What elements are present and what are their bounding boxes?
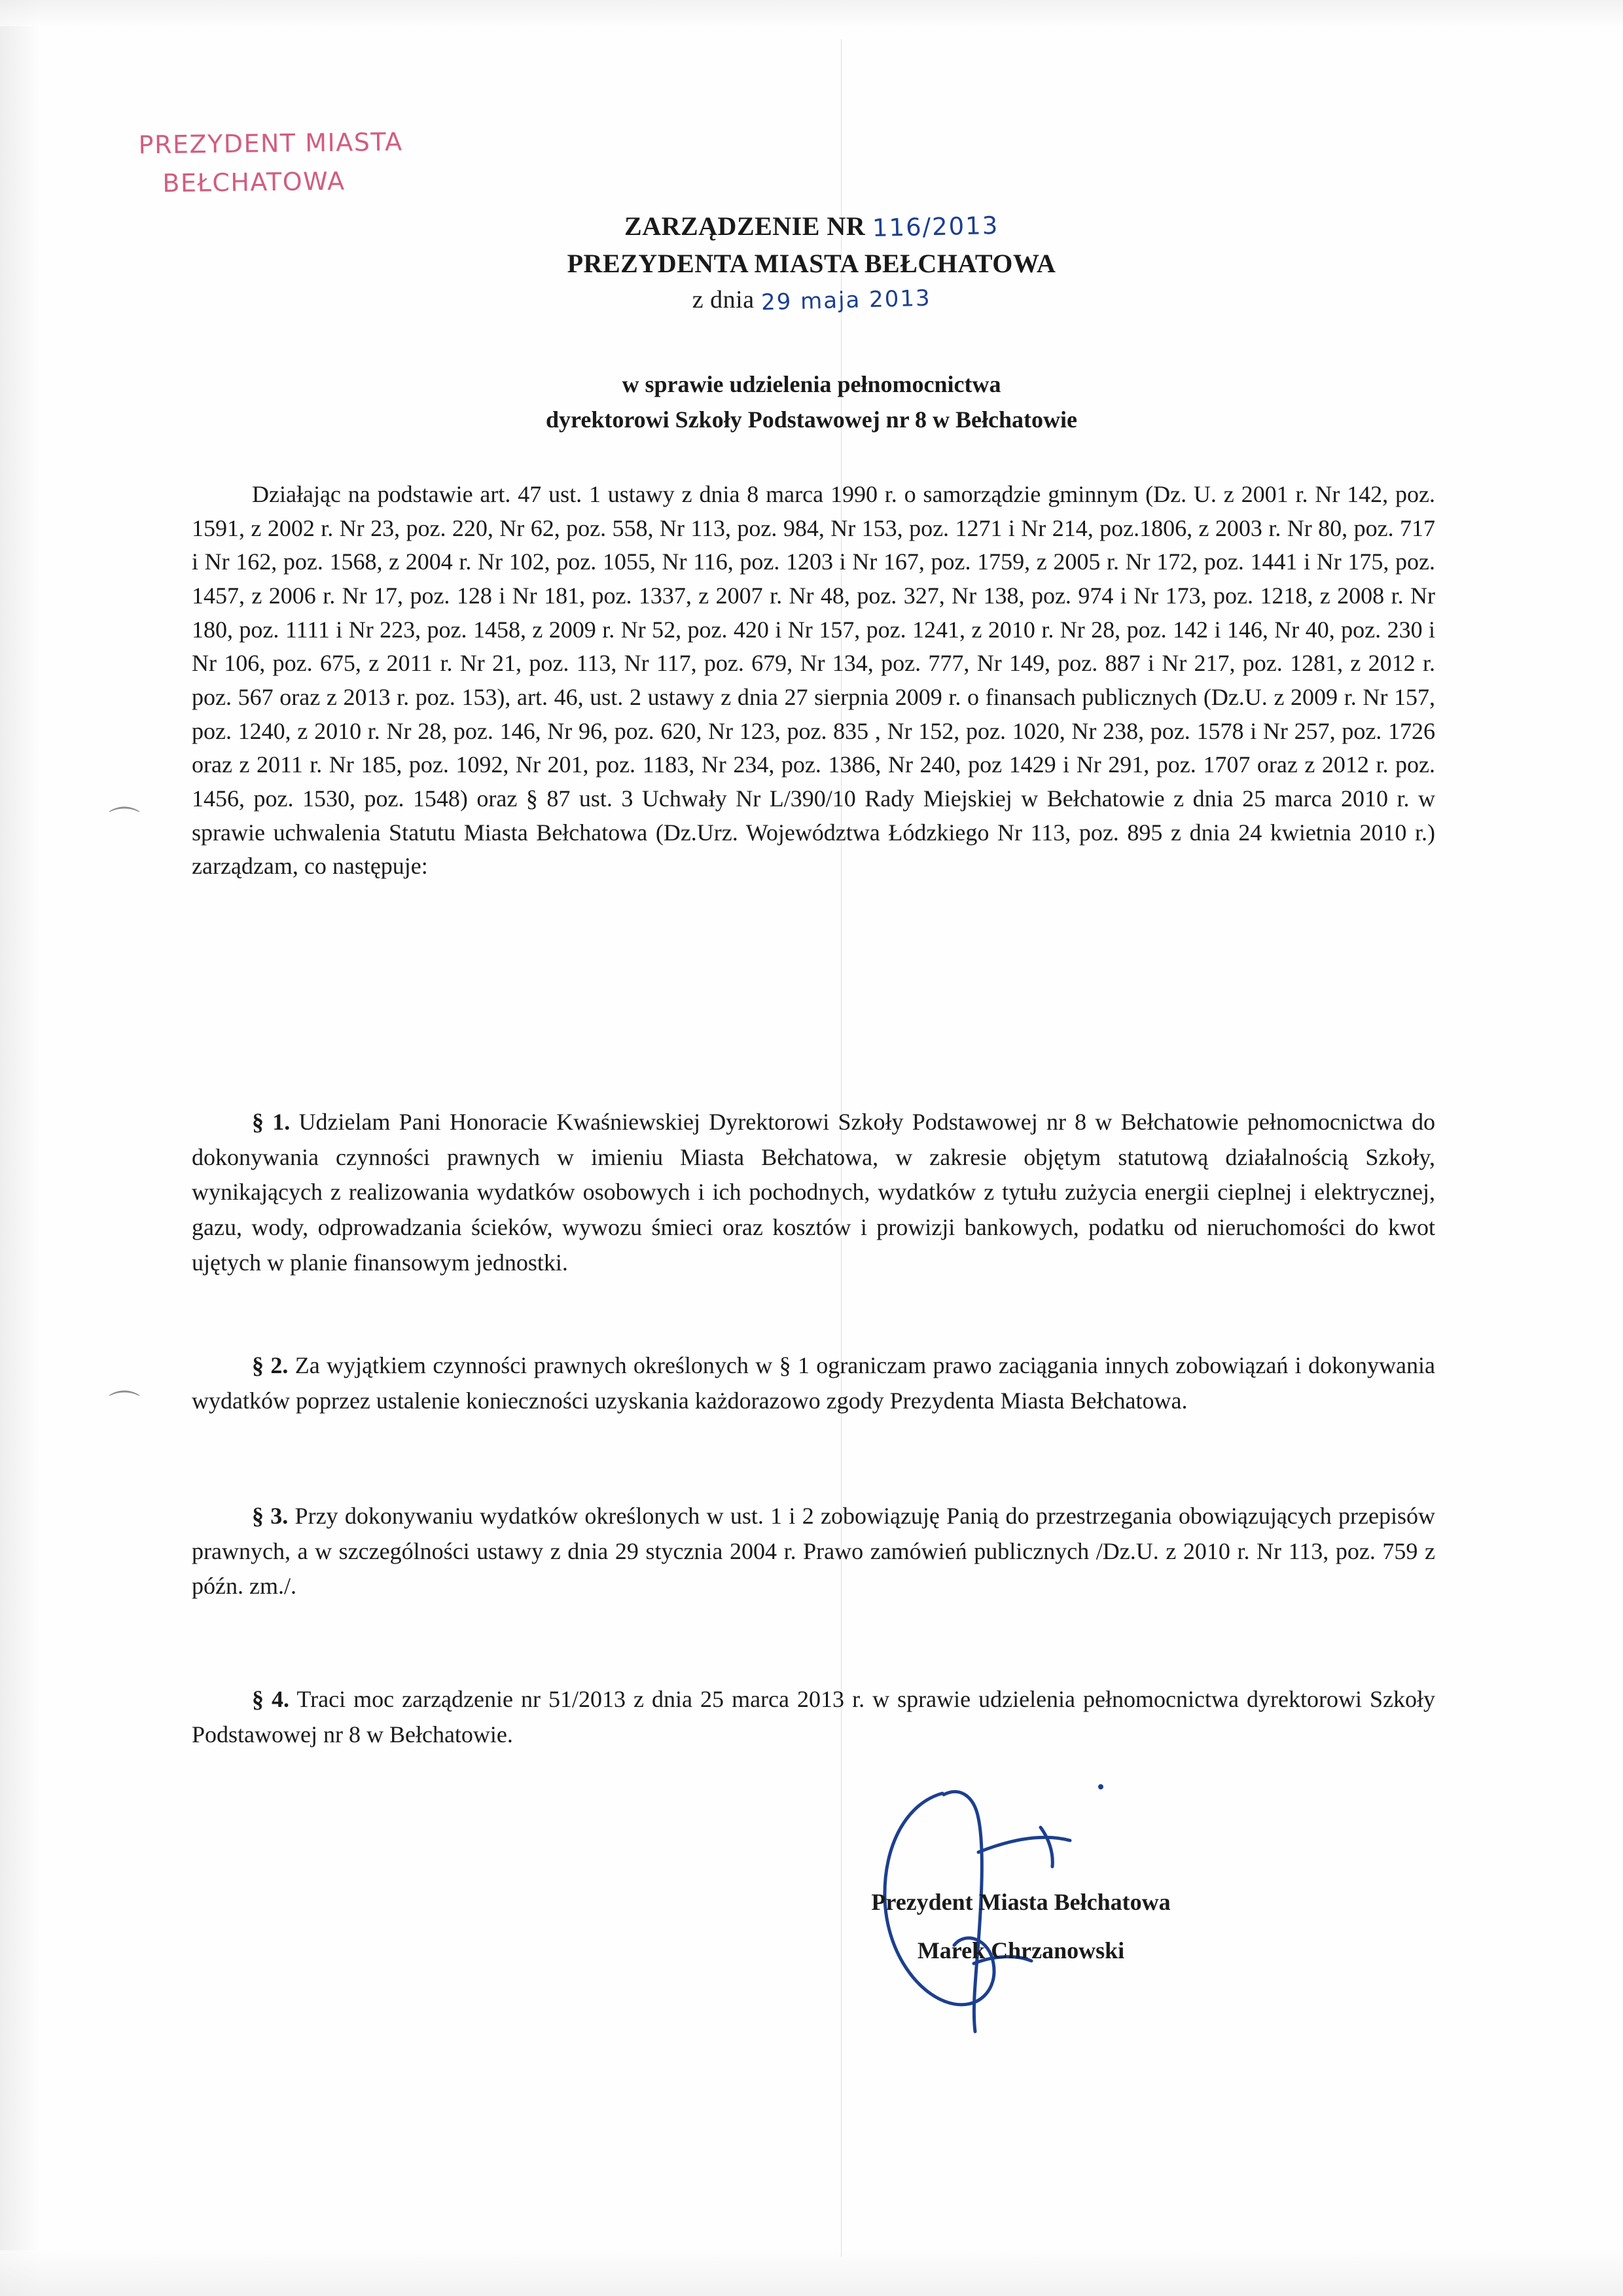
date-prefix: z dnia <box>692 285 755 314</box>
letterhead-line-1: PREZYDENT MIASTA <box>138 127 403 160</box>
title-line-2: PREZYDENTA MIASTA BEŁCHATOWA <box>567 248 1056 278</box>
section-text-4: Traci moc zarządzenie nr 51/2013 z dnia 25 marca 2013 r. w sprawie udzielenia pełnomocnictwa dyrektorowi Szkoły Podstawowej nr 8 w Bełchatowie. <box>192 1686 1435 1748</box>
title-prefix: ZARZĄDZENIE NR <box>624 211 866 241</box>
section-paragraph-2 <box>192 1348 1435 1418</box>
handwritten-date: 29 maja 2013 <box>760 285 931 315</box>
scan-edge-top <box>0 0 1623 26</box>
document-subject <box>0 367 1623 437</box>
preamble-paragraph: Działając na podstawie art. 47 ust. 1 ustawy z dnia 8 marca 1990 r. o samorządzie gminnym (Dz. U. z 2001 r. Nr 142, poz. 1591, z 2002 r. Nr 23, poz. 220, Nr 62, poz. 558, Nr 113, poz. 984, Nr 153, poz. 1271 i Nr 214, poz.1806, z 2003 r. Nr 80, poz. 717 i Nr 162, poz. 1568, z 2004 r. Nr 102, poz. 1055, Nr 116, poz. 1203 i Nr 167, poz. 1759, z 2005 r. Nr 172, poz. 1441 i Nr 175, poz. 1457, z 2006 r. Nr 17, poz. 128 i Nr 181, poz. 1337, z 2007 r. Nr 48, poz. 327, Nr 138, poz. 974 i Nr 173, poz. 1218, z 2008 r. Nr 180, poz. 1111 i Nr 223, poz. 1458, z 2009 r. Nr 52, poz. 420 i Nr 157, poz. 1241, z 2010 r. Nr 28, poz. 142 i 146, Nr 40, poz. 230 i Nr 106, poz. 675, z 2011 r. Nr 21, poz. 113, Nr 117, poz. 679, Nr 134, poz. 777, Nr 149, poz. 887 i Nr 217, poz. 1281, z 2012 r. poz. 567 oraz z 2013 r. poz. 153), art. 46, ust. 2 ustawy z dnia 27 sierpnia 2009 r. o finansach publicznych (Dz.U. z 2009 r. Nr 157, poz. 1240, z 2010 r. Nr 28, poz. 146, Nr 96, poz. 620, Nr 123, poz. 835 , Nr 152, poz. 1020, Nr 238, poz. 1578 i Nr 257, poz. 1726 oraz z 2011 r. Nr 185, poz. 1092, Nr 201, poz. 1183, Nr 234, poz. 1386, Nr 240, poz 1429 i Nr 291, poz. 1707 oraz z 2012 r. poz. 1456, poz. 1530, poz. 1548) oraz § 87 ust. 3 Uchwały Nr L/390/10 Rady Miejskiej w Bełchatowie z dnia 25 marca 2010 r. w sprawie uchwalenia Statutu Miasta Bełchatowa (Dz.Urz. Województwa Łódzkiego Nr 113, poz. 895 z dnia 24 kwietnia 2010 r.) zarządzam, co następuje: <box>192 481 1435 880</box>
section-paragraph-1 <box>192 1105 1435 1280</box>
scan-edge-bottom <box>0 2250 1623 2296</box>
section-text-3: Przy dokonywaniu wydatków określonych w ust. 1 i 2 zobowiązuję Panią do przestrzegania obowiązujących przepisów prawnych, a w szczególności ustawy z dnia 29 stycznia 2004 r. Prawo zamówień publicznych /Dz.U. z 2010 r. Nr 113, poz. 759 z późn. zm./. <box>192 1503 1435 1600</box>
signature-title: Prezydent Miasta Bełchatowa <box>871 1889 1171 1915</box>
title-line-1 <box>0 208 1623 245</box>
subject-line-1: w sprawie udzielenia pełnomocnictwa <box>622 371 1001 397</box>
section-marker-2: § 2. <box>252 1352 289 1378</box>
scan-edge-left <box>0 0 39 2296</box>
margin-mark-1: ⌒ <box>109 806 141 840</box>
subject-line-2: dyrektorowi Szkoły Podstawowej nr 8 w Bełchatowie <box>546 406 1077 433</box>
signature-block <box>772 1878 1270 1975</box>
section-text-1: Udzielam Pani Honoracie Kwaśniewskiej Dyrektorowi Szkoły Podstawowej nr 8 w Bełchatowie pełnomocnictwa do dokonywania czynności prawnych w imieniu Miasta Bełchatowa, w zakresie objętym statutową działalnością Szkoły, wynikających z realizowania wydatków osobowych i ich pochodnych, wydatków z tytułu zużycia energii cieplnej i elektrycznej, gazu, wody, odprowadzania ścieków, wywozu śmieci oraz kosztów i prowizji bankowych, podatku od nieruchomości do kwot ujętych w planie finansowym jednostki. <box>192 1109 1435 1276</box>
section-paragraph-4 <box>192 1682 1435 1752</box>
document-title-block <box>0 208 1623 318</box>
title-line-3 <box>0 283 1623 318</box>
letterhead-line-2: BEŁCHATOWA <box>162 166 346 198</box>
section-paragraph-3 <box>192 1499 1435 1604</box>
section-marker-3: § 3. <box>252 1503 289 1529</box>
section-marker-4: § 4. <box>252 1686 290 1712</box>
letterhead-stamp <box>138 123 403 204</box>
section-marker-1: § 1. <box>252 1109 291 1135</box>
signature-name: Marek Chrzanowski <box>917 1937 1125 1964</box>
section-text-2: Za wyjątkiem czynności prawnych określonych w § 1 ograniczam prawo zaciągania innych zobowiązań i dokonywania wydatków poprzez ustalenie konieczności uzyskania każdorazowo zgody Prezydenta Miasta Bełchatowa. <box>192 1352 1435 1414</box>
margin-mark-2: ⌒ <box>109 1390 141 1424</box>
handwritten-decree-number: 116/2013 <box>872 211 999 243</box>
